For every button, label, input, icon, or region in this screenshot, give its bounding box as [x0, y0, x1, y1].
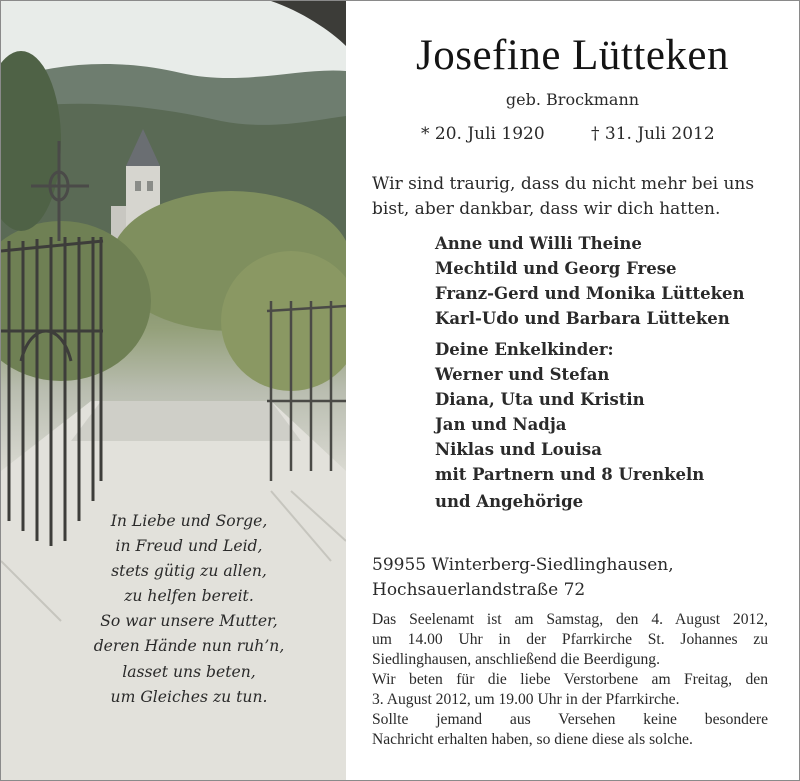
mourner-entry: Anne und Willi Theine — [435, 234, 642, 253]
poem-line: stets gütig zu allen, — [111, 562, 267, 581]
poem-line: In Liebe und Sorge, — [110, 512, 268, 530]
poem-line: in Freud und Leid, — [115, 537, 263, 556]
service-line: um 14.00 Uhr in der Pfarrkirche St. Johannes zu — [372, 631, 768, 648]
mourners-family — [435, 231, 745, 331]
service-line: Wir beten für die liebe Verstorbene am Freitag, den — [372, 671, 768, 688]
poem-line: um Gleiches zu tun. — [110, 687, 268, 706]
motto — [372, 172, 792, 222]
mourner-entry: Franz-Gerd und Monika Lütteken — [435, 284, 745, 303]
death-date: † 31. Juli 2012 — [591, 124, 715, 144]
poem-line: So war unsere Mutter, — [100, 612, 278, 631]
service-line: Siedlinghausen, anschließend die Beerdigung. — [372, 651, 660, 668]
service-line: Das Seelenamt ist am Samstag, den 4. August 2012, — [372, 611, 768, 628]
poem-line: deren Hände nun ruh’n, — [93, 637, 285, 656]
mourners-grandchildren — [435, 337, 704, 487]
service-line: Sollte jemand aus Versehen keine besondere — [372, 711, 768, 728]
mourner-entry: Diana, Uta und Kristin — [435, 390, 645, 409]
poem-line: zu helfen bereit. — [124, 587, 254, 606]
memorial-poem — [71, 509, 307, 710]
service-line: 3. August 2012, um 19.00 Uhr in der Pfarrkirche. — [372, 691, 680, 708]
mourner-entry: Karl-Udo und Barbara Lütteken — [435, 309, 730, 328]
motto-line: Wir sind traurig, dass du nicht mehr bei uns — [372, 174, 755, 194]
mourner-entry: Werner und Stefan — [435, 365, 610, 384]
mourner-entry: Mechtild und Georg Frese — [435, 259, 677, 278]
obituary-text — [346, 1, 799, 780]
funeral-service-info — [372, 610, 768, 750]
address-line: Hochsauerlandstraße 72 — [372, 580, 586, 600]
birth-date: * 20. Juli 1920 — [421, 124, 545, 144]
mourner-entry: Jan und Nadja — [435, 415, 567, 434]
deceased-name: Josefine Lütteken — [416, 32, 729, 79]
mourners-relatives: und Angehörige — [435, 492, 584, 511]
grandchildren-heading: Deine Enkelkinder: — [435, 340, 614, 359]
birth-name: geb. Brockmann — [505, 90, 640, 109]
service-line: Nachricht erhalten haben, so diene diese als solche. — [372, 731, 693, 748]
mourner-entry: Niklas und Louisa — [435, 440, 602, 459]
motto-line: bist, aber dankbar, dass wir dich hatten. — [372, 199, 721, 219]
mourner-entry: mit Partnern und 8 Urenkeln — [435, 465, 705, 484]
churchyard-gate-photo — [1, 1, 346, 780]
poem-line: lasset uns beten, — [122, 662, 256, 681]
family-address — [372, 553, 674, 603]
address-line: 59955 Winterberg-Siedlinghausen, — [372, 555, 674, 575]
